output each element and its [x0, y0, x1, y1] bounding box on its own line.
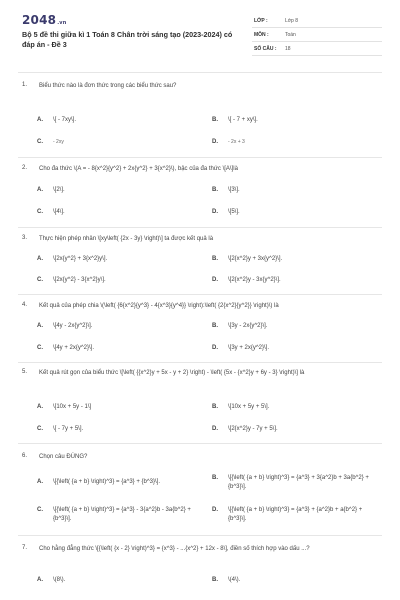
document-header — [0, 0, 400, 68]
divider — [18, 72, 382, 73]
site-logo[interactable]: 2048.vn — [22, 13, 67, 27]
question-text: Kết quả của phép chia \(\left( {6{x^2}{y^3} - 4{x^3}{y^4}} \right):\left( {2{x^2}{y^2}} \right)\) là — [39, 303, 279, 309]
question-text: Cho đa thức \(A = - 8{x^2}{y^2} + 2x{y^2} + 3{x^2}\), bậc của đa thức \[A\]là — [39, 166, 238, 172]
divider — [18, 362, 382, 363]
divider — [18, 443, 382, 444]
divider — [18, 157, 382, 158]
question-text: Biểu thức nào là đơn thức trong các biểu thức sau? — [39, 83, 177, 89]
meta-table — [252, 14, 382, 56]
divider — [18, 227, 382, 228]
meta-row-count: SỐ CÂU : 18 — [252, 42, 382, 56]
question-text: Cho hằng đẳng thức \[{\left( {x - 2} \right)^3} = {x^3} - ...{x^2} + 12x - 8\], điền số thích hợp vào dấu ...? — [39, 546, 310, 552]
question-text: Thực hiện phép nhân \[xy\left( {2x - 3y} \right)\] ta được kết quả là — [39, 236, 214, 242]
divider — [18, 294, 382, 295]
question-text: Kết quả rút gọn của biểu thức \[\left( {{x^2}y + 5x - y + 2} \right) - \left( {5x - {x^2}y + 6y - 3} \right)\] là — [39, 370, 305, 376]
document-title: Bộ 5 đề thi giữa kì 1 Toán 8 Chân trời sáng tạo (2023-2024) có đáp án - Đề 3 — [22, 30, 233, 49]
meta-row-subject: MÔN : Toán — [252, 28, 382, 42]
meta-row-class: LỚP : Lớp 8 — [252, 14, 382, 28]
question-text: Chọn câu ĐÚNG? — [39, 454, 88, 460]
divider — [18, 535, 382, 536]
